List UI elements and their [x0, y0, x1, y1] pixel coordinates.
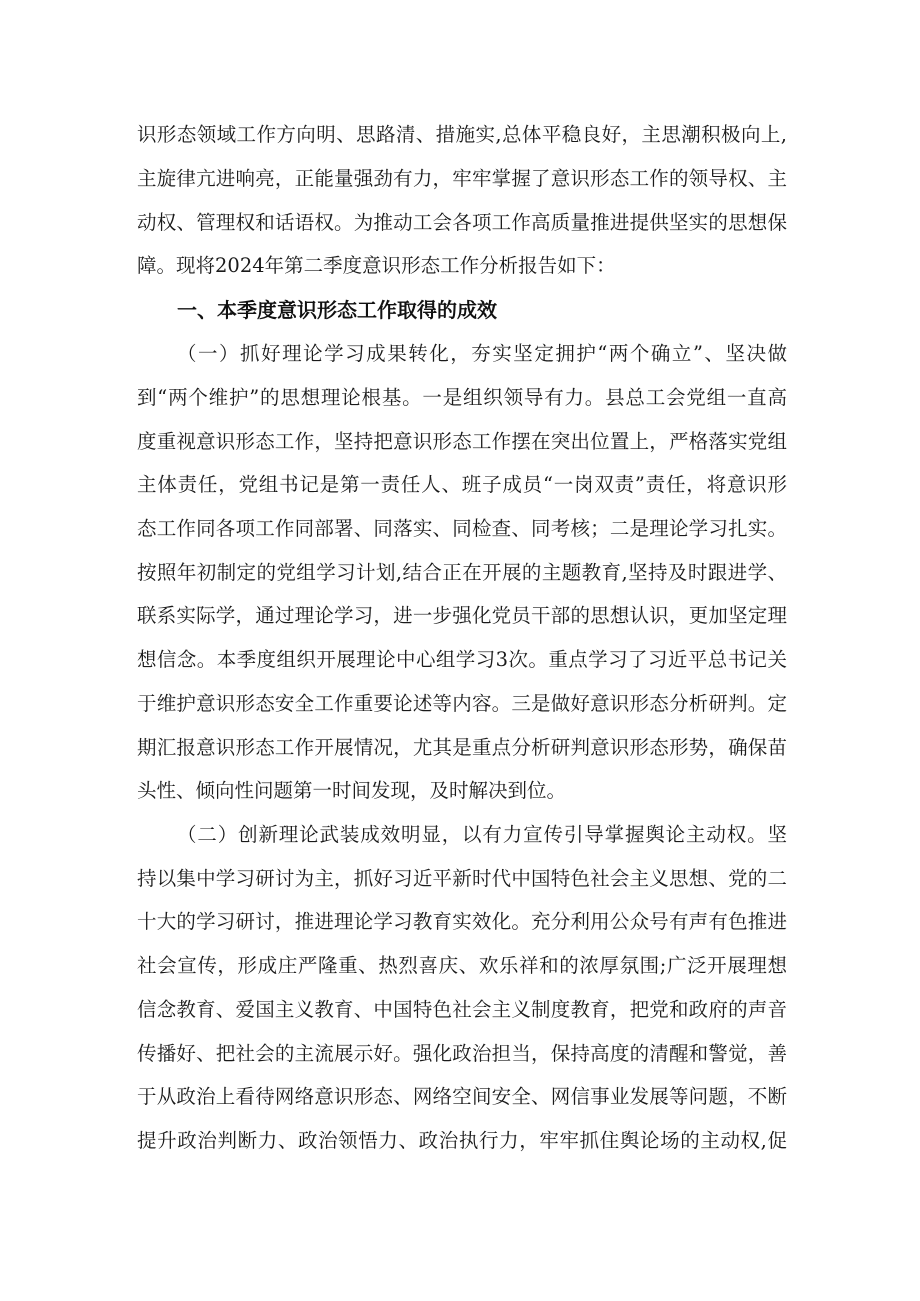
paragraph-line: 度重视意识形态工作，坚持把意识形态工作摆在突出位置上，严格落实党组 [137, 430, 787, 453]
paragraph-line: 主体责任，党组书记是第一责任人、班子成员“一岗双责”责任，将意识形 [137, 473, 787, 496]
intro-line: 主旋律亢进响亮，正能量强劲有力，牢牢掌握了意识形态工作的领导权、主 [137, 167, 787, 190]
intro-line: 动权、管理权和话语权。为推动工会各项工作高质量推进提供坚实的思想保 [137, 211, 787, 234]
paragraph-line: 态工作同各项工作同部署、同落实、同检查、同考核；二是理论学习扎实。 [137, 517, 787, 540]
paragraph-line: 持以集中学习研讨为主，抓好习近平新时代中国特色社会主义思想、党的二 [137, 867, 787, 890]
paragraph-line: 于维护意识形态安全工作重要论述等内容。三是做好意识形态分析研判。定 [137, 692, 787, 715]
paragraph-line: （二）创新理论武装成效明显，以有力宣传引导掌握舆论主动权。坚 [177, 823, 787, 846]
paragraph-line: 头性、倾向性问题第一时间发现，及时解决到位。 [137, 779, 567, 802]
paragraph-line: 信念教育、爱国主义教育、中国特色社会主义制度教育，把党和政府的声音 [137, 998, 787, 1021]
paragraph-line: 十大的学习研讨，推进理论学习教育实效化。充分利用公众号有声有色推进 [137, 910, 787, 933]
paragraph-line: 按照年初制定的党组学习计划,结合正在开展的主题教育,坚持及时跟进学、 [137, 561, 787, 584]
paragraph-line: 想信念。本季度组织开展理论中心组学习3次。重点学习了习近平总书记关 [137, 648, 787, 671]
intro-line: 识形态领域工作方向明、思路清、措施实,总体平稳良好，主思潮积极向上, [137, 123, 787, 146]
paragraph-line: 社会宣传，形成庄严隆重、热烈喜庆、欢乐祥和的浓厚氛围;广泛开展理想 [137, 954, 787, 977]
paragraph-line: （一）抓好理论学习成果转化，夯实坚定拥护“两个确立”、坚决做 [177, 342, 787, 365]
paragraph-line: 到“两个维护”的思想理论根基。一是组织领导有力。县总工会党组一直高 [137, 386, 787, 409]
section-heading: 一、本季度意识形态工作取得的成效 [177, 298, 497, 322]
paragraph-line: 传播好、把社会的主流展示好。强化政治担当，保持高度的清醒和警觉，善 [137, 1042, 787, 1065]
paragraph-line: 联系实际学，通过理论学习，进一步强化党员干部的思想认识，更加坚定理 [137, 604, 787, 627]
paragraph-line: 期汇报意识形态工作开展情况，尤其是重点分析研判意识形态形势，确保苗 [137, 736, 787, 759]
intro-line: 障。现将2024年第二季度意识形态工作分析报告如下： [137, 254, 616, 277]
paragraph-line: 提升政治判断力、政治领悟力、政治执行力，牢牢抓住舆论场的主动权,促 [137, 1129, 787, 1152]
paragraph-line: 于从政治上看待网络意识形态、网络空间安全、网信事业发展等问题，不断 [137, 1085, 787, 1108]
